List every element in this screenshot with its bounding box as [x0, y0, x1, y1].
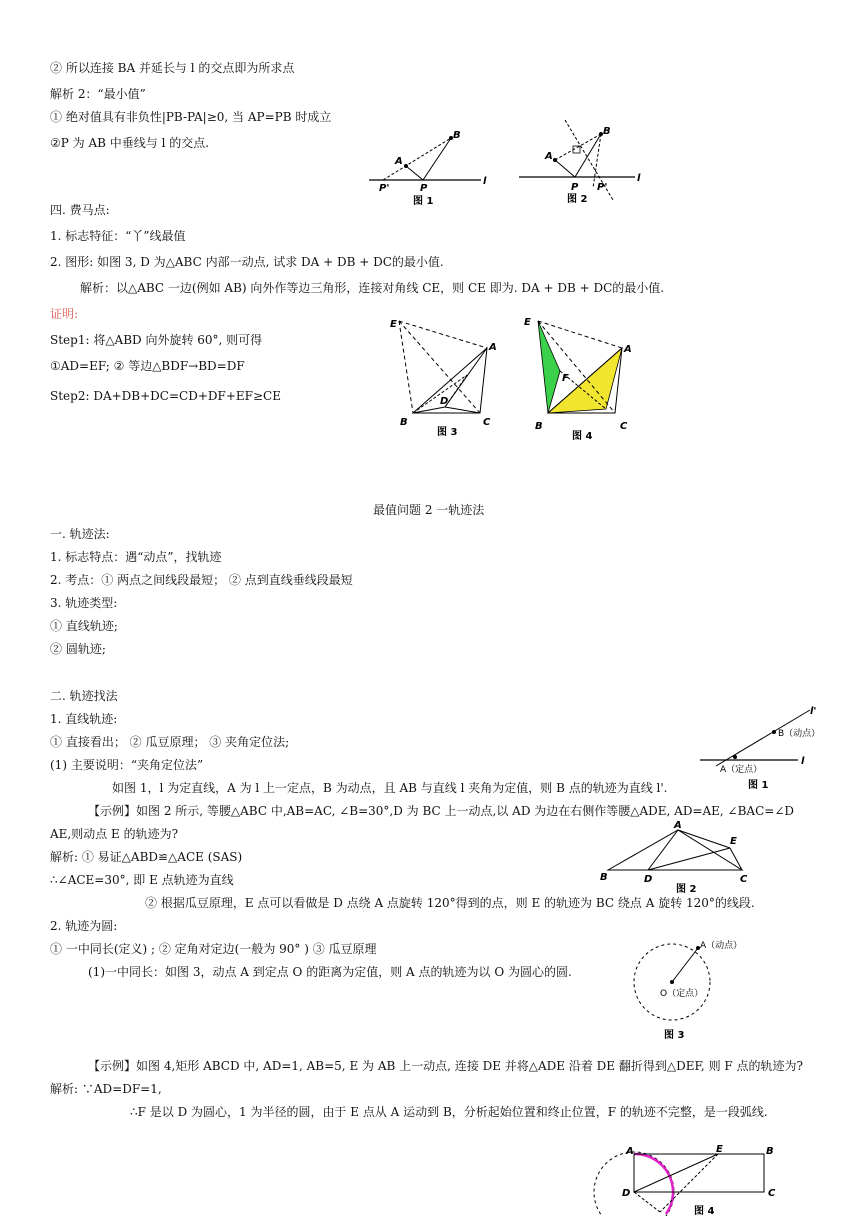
text-line: Step2: DA+DB+DC=CD+DF+EF≥CE: [50, 389, 281, 403]
figure-caption: 图 3: [664, 1030, 685, 1041]
svg-text:F: F: [562, 373, 569, 384]
text-line: 如图 1，l 为定直线，A 为 l 上一定点，B 为动点，且 AB 与直线 l 夹角为定值，则 B 点的轨迹为直线 l'.: [112, 781, 668, 795]
text-line: 2. 轨迹为圆:: [50, 919, 118, 933]
svg-text:E: E: [390, 319, 397, 330]
svg-text:B: B: [453, 130, 461, 141]
svg-text:A: A: [626, 1146, 634, 1157]
text-line: 1. 标志特征：“丫”线最值: [50, 229, 186, 243]
figure-locus-4: [596, 1144, 796, 1216]
svg-text:l: l: [801, 756, 805, 767]
svg-text:P: P: [420, 183, 428, 194]
label-b-moving: B（动点）: [778, 729, 821, 739]
svg-text:C: C: [740, 874, 748, 885]
text-line: 2. 图形: 如图 3, D 为△ABC 内部一动点, 试求 DA + DB + DC的最小值.: [50, 255, 444, 269]
text-line: 解析: ① 易证△ABD≌△ACE (SAS): [50, 850, 243, 864]
svg-text:P: P: [571, 182, 579, 193]
svg-text:l': l': [810, 706, 817, 717]
text-line: ① 一中同长(定义) ; ② 定角对定边(一般为 90° ) ③ 瓜豆原理: [50, 942, 377, 956]
figure-locus-1: [698, 706, 828, 794]
figure-caption: 图 4: [694, 1206, 715, 1216]
svg-text:P': P': [379, 183, 390, 194]
text-line: ∴∠ACE=30°, 即 E 点轨迹为直线: [50, 873, 234, 887]
svg-text:A: A: [395, 156, 403, 167]
svg-text:l: l: [483, 176, 487, 187]
svg-text:B: B: [603, 126, 611, 137]
text-line: 2. 考点：① 两点之间线段最短； ② 点到直线垂线段最短: [50, 573, 353, 587]
text-line: 1. 直线轨迹:: [50, 712, 118, 726]
figure-caption: 图 3: [437, 427, 458, 438]
figure-fermat-3: [385, 305, 515, 441]
svg-text:E: E: [730, 836, 737, 847]
svg-text:A: A: [489, 342, 497, 353]
proof-label: 证明:: [50, 307, 79, 321]
text-line: ② 圆轨迹;: [50, 642, 106, 656]
text-line: ① 直线轨迹;: [50, 619, 118, 633]
text-line: 解析 2：“最小值”: [50, 87, 146, 101]
svg-text:C: C: [768, 1188, 776, 1199]
svg-text:E: E: [524, 317, 531, 328]
label-a-moving: A（动点）: [700, 941, 743, 951]
text-line: ②P 为 AB 中垂线与 l 的交点.: [50, 136, 210, 150]
text-line: ① 绝对值具有非负性|PB-PA|≥0, 当 AP=PB 时成立: [50, 110, 332, 124]
heading: 最值问题 2 一轨迹法: [373, 503, 485, 517]
label-a-fixed: A（定点）: [720, 765, 763, 775]
figure-caption: 图 2: [567, 194, 588, 205]
text-line: ② 所以连接 BA 并延长与 l 的交点即为所求点: [50, 61, 295, 75]
text-line: ①AD=EF; ② 等边△BDF→BD=DF: [50, 359, 245, 373]
text-line: Step1: 将△ABD 向外旋转 60°, 则可得: [50, 333, 263, 347]
text-line: 解析: ∵AD=DF=1,: [50, 1082, 162, 1096]
figure-top-2: [515, 118, 650, 208]
section-title: 四. 费马点:: [50, 203, 110, 217]
figure-locus-2: [600, 820, 750, 898]
figure-locus-3: [630, 936, 770, 1046]
text-line: AE,则动点 E 的轨迹为?: [50, 827, 179, 841]
text-line: ② 根据瓜豆原理，E 点可以看做是 D 点绕 A 点旋转 120°得到的点，则 E 的轨迹为 BC 绕点 A 旋转 120°的线段.: [145, 896, 755, 910]
svg-text:A: A: [674, 820, 682, 831]
svg-text:D: D: [644, 874, 653, 885]
svg-text:D: D: [440, 396, 449, 407]
svg-text:l: l: [637, 173, 641, 184]
text-line: (1)一中同长：如图 3，动点 A 到定点 O 的距离为定值，则 A 点的轨迹为以 O 为圆心的圆.: [88, 965, 572, 979]
svg-text:C: C: [483, 417, 491, 428]
text-line: 1. 标志特点：遇“动点”，找轨迹: [50, 550, 222, 564]
text-line: 解析：以△ABC 一边(例如 AB) 向外作等边三角形，连接对角线 CE，则 CE 即为. DA + DB + DC的最小值.: [80, 281, 665, 295]
text-line: (1) 主要说明：“夹角定位法”: [50, 758, 204, 772]
svg-text:A: A: [624, 344, 632, 355]
text-line: 【示例】如图 2 所示, 等腰△ABC 中,AB=AC, ∠B=30°,D 为 BC 上一动点,以 AD 为边在右侧作等腰△ADE, AD=AE, ∠BAC=∠D: [88, 804, 795, 818]
section-title: 二. 轨迹找法: [50, 689, 118, 703]
svg-text:B: B: [535, 421, 543, 432]
text-line: ∴F 是以 D 为圆心，1 为半径的圆，由于 E 点从 A 运动到 B，分析起始位置和终止位置，F 的轨迹不完整，是一段弧线.: [130, 1105, 768, 1119]
figure-caption: 图 2: [676, 884, 697, 895]
section-title: 一. 轨迹法:: [50, 527, 110, 541]
figure-top-1: [365, 128, 495, 210]
svg-text:B: B: [766, 1146, 774, 1157]
figure-caption: 图 1: [748, 780, 769, 791]
figure-fermat-4: [520, 305, 650, 445]
svg-text:B: B: [400, 417, 408, 428]
figure-caption: 图 4: [572, 431, 593, 442]
svg-text:B: B: [600, 872, 608, 883]
svg-text:E: E: [716, 1144, 723, 1155]
text-line: 3. 轨迹类型:: [50, 596, 118, 610]
label-o-fixed: O（定点）: [660, 989, 704, 999]
svg-text:D: D: [622, 1188, 631, 1199]
svg-text:C: C: [620, 421, 628, 432]
svg-text:A: A: [545, 151, 553, 162]
svg-text:P': P': [597, 182, 608, 193]
text-line: ① 直接看出； ② 瓜豆原理； ③ 夹角定位法;: [50, 735, 290, 749]
figure-caption: 图 1: [413, 196, 434, 207]
text-line: 【示例】如图 4,矩形 ABCD 中, AD=1, AB=5, E 为 AB 上一动点, 连接 DE 并将△ADE 沿着 DE 翻折得到△DEF, 则 F 点的轨迹为?: [88, 1059, 803, 1073]
